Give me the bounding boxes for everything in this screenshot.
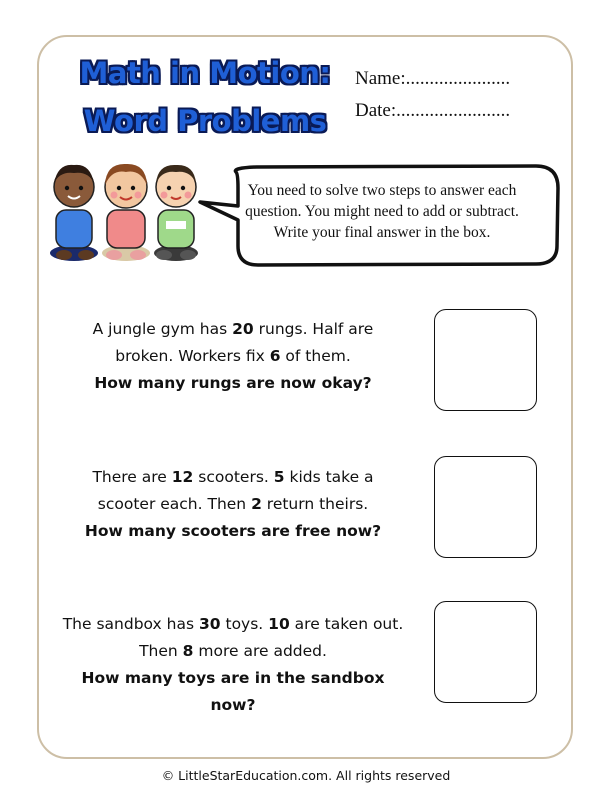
problem-3-text-d: more are added. — [193, 642, 327, 660]
instructions-line-2: question. You might need to add or subtract. — [245, 203, 519, 220]
problem-3 — [62, 611, 404, 719]
instructions-line-3: Write your final answer in the box. — [273, 224, 491, 241]
problem-1-text-c: of them. — [280, 347, 351, 365]
name-field[interactable]: Name:...................... — [355, 68, 511, 89]
problem-2-text-b: scooters. — [193, 468, 274, 486]
problem-2-number-a: 12 — [171, 468, 194, 486]
answer-box-3[interactable] — [434, 601, 537, 703]
date-field[interactable]: Date:........................ — [355, 100, 511, 121]
copyright-footer: © LittleStarEducation.com. All rights reserved — [161, 768, 451, 783]
problem-1-text-b: rungs. Half are broken. Workers fix — [115, 320, 374, 365]
problem-3-question: How many toys are in the sandbox now? — [81, 669, 385, 714]
problem-3-text-b: toys. — [220, 615, 269, 633]
kid-1-figure — [50, 165, 98, 261]
kid-3-figure — [154, 165, 198, 261]
problem-2-text-d: return theirs. — [261, 495, 369, 513]
problem-2-text-a: There are — [92, 468, 172, 486]
worksheet-title-line2: Word Problems — [83, 104, 327, 138]
instructions-text — [222, 180, 542, 243]
problem-1 — [62, 316, 404, 397]
answer-box-1[interactable] — [434, 309, 537, 411]
problem-3-text-a: The sandbox has — [62, 615, 199, 633]
problem-2-text-c: kids take a scooter each. Then — [97, 468, 374, 513]
instructions-line-1: You need to solve two steps to answer each — [247, 182, 517, 199]
problem-3-number-c: 8 — [182, 642, 194, 660]
problem-1-text-a: A jungle gym has — [92, 320, 233, 338]
problem-2-number-b: 5 — [273, 468, 285, 486]
problem-3-text-c: are taken out. Then — [139, 615, 404, 660]
kids-illustration — [44, 155, 214, 265]
problem-3-number-b: 10 — [268, 615, 290, 633]
problem-1-number-b: 6 — [269, 347, 281, 365]
problem-3-number-a: 30 — [198, 615, 221, 633]
problem-2-question: How many scooters are free now? — [84, 522, 382, 540]
problem-1-question: How many rungs are now okay? — [94, 374, 372, 392]
problem-2-number-c: 2 — [251, 495, 262, 513]
answer-box-2[interactable] — [434, 456, 537, 558]
problem-1-number-a: 20 — [232, 320, 254, 338]
problem-2 — [62, 464, 404, 545]
kid-2-figure — [102, 164, 150, 261]
worksheet-title-line1: Math in Motion: — [79, 56, 331, 90]
